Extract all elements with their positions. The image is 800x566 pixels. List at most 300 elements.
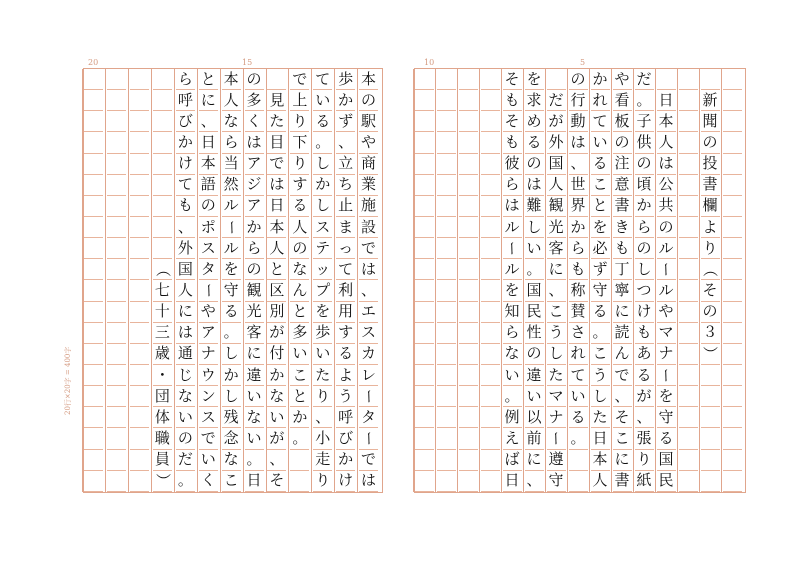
manuscript-cell — [723, 217, 742, 238]
manuscript-cell: 。 — [503, 386, 522, 407]
manuscript-cell: 十 — [153, 302, 172, 323]
manuscript-cell: 人 — [547, 175, 566, 196]
manuscript-cell: （ — [701, 259, 720, 280]
manuscript-cell: 商 — [359, 154, 378, 175]
manuscript-cell: の — [569, 69, 588, 90]
manuscript-cell — [723, 69, 742, 90]
manuscript-cell: ３ — [701, 323, 720, 344]
manuscript-cell — [153, 196, 172, 217]
manuscript-cell — [459, 323, 478, 344]
manuscript-cell: の — [290, 238, 309, 259]
manuscript-cell: 守 — [657, 407, 676, 428]
manuscript-cell: 。 — [591, 323, 610, 344]
manuscript-cell: に — [199, 90, 218, 111]
manuscript-cell — [723, 196, 742, 217]
column-divider — [655, 69, 656, 492]
column-divider — [633, 69, 634, 492]
manuscript-cell: か — [313, 175, 332, 196]
manuscript-cell: も — [503, 90, 522, 111]
manuscript-cell: 守 — [222, 280, 241, 301]
manuscript-cell: 日 — [503, 471, 522, 492]
manuscript-cell: た — [547, 365, 566, 386]
manuscript-cell: だ — [635, 69, 654, 90]
column-divider — [288, 69, 289, 492]
manuscript-cell — [415, 407, 434, 428]
manuscript-cell: 、 — [313, 407, 332, 428]
manuscript-cell — [107, 471, 126, 492]
manuscript-cell: ウ — [199, 365, 218, 386]
manuscript-cell — [130, 280, 149, 301]
manuscript-cell — [481, 407, 500, 428]
manuscript-cell — [481, 259, 500, 280]
manuscript-cell: ん — [613, 344, 632, 365]
manuscript-cell — [415, 365, 434, 386]
manuscript-cell — [84, 217, 103, 238]
manuscript-cell: は — [245, 132, 264, 153]
manuscript-column — [479, 69, 501, 492]
manuscript-cell — [723, 280, 742, 301]
manuscript-cell: は — [657, 154, 676, 175]
manuscript-cell — [723, 365, 742, 386]
manuscript-cell: か — [635, 196, 654, 217]
manuscript-cell: つ — [635, 280, 654, 301]
manuscript-cell — [415, 154, 434, 175]
manuscript-cell: 日 — [245, 471, 264, 492]
manuscript-cell — [130, 69, 149, 90]
manuscript-cell: 寧 — [613, 280, 632, 301]
manuscript-cell: 止 — [336, 196, 355, 217]
manuscript-cell: か — [245, 217, 264, 238]
manuscript-cell — [679, 407, 698, 428]
column-divider — [413, 69, 414, 492]
manuscript-cell: る — [591, 302, 610, 323]
manuscript-cell — [153, 217, 172, 238]
manuscript-cell — [153, 69, 172, 90]
manuscript-cell: そ — [613, 407, 632, 428]
manuscript-cell: ・ — [153, 365, 172, 386]
manuscript-cell: き — [613, 217, 632, 238]
manuscript-cell — [679, 386, 698, 407]
manuscript-cell: る — [591, 154, 610, 175]
manuscript-cell: 下 — [290, 132, 309, 153]
manuscript-cell: い — [591, 132, 610, 153]
manuscript-cell: の — [657, 217, 676, 238]
column-number-15: 15 — [242, 58, 253, 67]
manuscript-cell: り — [313, 471, 332, 492]
manuscript-cell: も — [569, 259, 588, 280]
column-divider — [567, 69, 568, 492]
manuscript-cell: タ — [199, 259, 218, 280]
manuscript-cell: し — [313, 196, 332, 217]
manuscript-cell: い — [313, 344, 332, 365]
manuscript-cell — [679, 111, 698, 132]
manuscript-cell — [437, 217, 456, 238]
manuscript-cell: 以 — [525, 407, 544, 428]
manuscript-cell — [679, 365, 698, 386]
manuscript-cell — [153, 154, 172, 175]
manuscript-cell: ン — [199, 386, 218, 407]
manuscript-cell: け — [635, 302, 654, 323]
manuscript-cell — [679, 302, 698, 323]
manuscript-column — [457, 69, 479, 492]
manuscript-cell: 員 — [153, 450, 172, 471]
manuscript-cell: 人 — [267, 238, 286, 259]
manuscript-cell: や — [199, 302, 218, 323]
manuscript-cell — [107, 323, 126, 344]
manuscript-cell: 観 — [547, 196, 566, 217]
manuscript-cell: 公 — [657, 175, 676, 196]
manuscript-cell: 区 — [267, 280, 286, 301]
manuscript-cell: ル — [503, 259, 522, 280]
manuscript-cell: 行 — [569, 90, 588, 111]
manuscript-cell: 設 — [359, 217, 378, 238]
manuscript-cell: 供 — [635, 132, 654, 153]
manuscript-cell — [84, 428, 103, 449]
manuscript-cell: ず — [591, 259, 610, 280]
manuscript-cell — [84, 450, 103, 471]
manuscript-cell: り — [290, 154, 309, 175]
manuscript-cell: し — [313, 154, 332, 175]
manuscript-cell: ら — [503, 175, 522, 196]
manuscript-cell: 張 — [635, 428, 654, 449]
manuscript-cell: 新 — [701, 90, 720, 111]
manuscript-cell — [723, 175, 742, 196]
manuscript-cell: な — [176, 386, 195, 407]
manuscript-cell — [679, 154, 698, 175]
manuscript-cell — [437, 471, 456, 492]
manuscript-cell — [481, 111, 500, 132]
manuscript-cell — [415, 428, 434, 449]
manuscript-cell — [459, 111, 478, 132]
manuscript-column — [633, 69, 655, 492]
manuscript-cell: て — [336, 259, 355, 280]
manuscript-cell: そ — [267, 471, 286, 492]
manuscript-cell — [701, 386, 720, 407]
manuscript-cell — [84, 69, 103, 90]
manuscript-cell: に — [613, 450, 632, 471]
manuscript-cell — [130, 302, 149, 323]
column-divider — [220, 69, 221, 492]
manuscript-cell — [84, 238, 103, 259]
manuscript-cell — [84, 302, 103, 323]
manuscript-cell — [679, 259, 698, 280]
manuscript-cell: 民 — [657, 471, 676, 492]
manuscript-cell — [437, 450, 456, 471]
manuscript-cell — [415, 111, 434, 132]
manuscript-cell — [459, 386, 478, 407]
manuscript-cell — [723, 132, 742, 153]
manuscript-cell: ア — [199, 323, 218, 344]
manuscript-cell: く — [245, 111, 264, 132]
manuscript-cell: け — [176, 154, 195, 175]
manuscript-cell: 人 — [657, 132, 676, 153]
manuscript-cell: 本 — [591, 450, 610, 471]
manuscript-cell — [437, 280, 456, 301]
manuscript-cell: 違 — [525, 365, 544, 386]
manuscript-cell — [481, 175, 500, 196]
manuscript-cell: た — [313, 365, 332, 386]
manuscript-cell — [481, 386, 500, 407]
manuscript-cell: そ — [701, 280, 720, 301]
manuscript-cell: す — [290, 175, 309, 196]
manuscript-cell: 、 — [267, 450, 286, 471]
manuscript-column — [357, 69, 380, 492]
manuscript-cell: 残 — [222, 407, 241, 428]
manuscript-cell: く — [199, 471, 218, 492]
manuscript-cell: 人 — [222, 90, 241, 111]
manuscript-cell: に — [176, 302, 195, 323]
manuscript-cell: な — [245, 407, 264, 428]
manuscript-cell: ー — [657, 259, 676, 280]
manuscript-cell: の — [635, 154, 654, 175]
manuscript-cell: 呼 — [176, 90, 195, 111]
manuscript-cell: 人 — [290, 217, 309, 238]
manuscript-cell: う — [591, 365, 610, 386]
manuscript-cell: ル — [222, 238, 241, 259]
manuscript-cell — [679, 450, 698, 471]
column-divider — [151, 69, 152, 492]
column-divider — [501, 69, 502, 492]
manuscript-cell — [130, 323, 149, 344]
manuscript-column — [311, 69, 334, 492]
manuscript-cell: を — [313, 302, 332, 323]
manuscript-cell: （ — [153, 259, 172, 280]
manuscript-cell: こ — [547, 302, 566, 323]
manuscript-cell — [107, 386, 126, 407]
manuscript-cell — [437, 365, 456, 386]
manuscript-column — [523, 69, 545, 492]
manuscript-cell: そ — [503, 111, 522, 132]
manuscript-cell: 。 — [313, 132, 332, 153]
manuscript-cell: る — [525, 132, 544, 153]
manuscript-cell: ら — [569, 238, 588, 259]
manuscript-cell: 、 — [336, 132, 355, 153]
manuscript-cell: 丁 — [613, 259, 632, 280]
manuscript-cell: は — [359, 471, 378, 492]
manuscript-cell — [130, 132, 149, 153]
manuscript-cell — [723, 154, 742, 175]
manuscript-cell: ス — [313, 217, 332, 238]
manuscript-cell: た — [591, 407, 610, 428]
manuscript-cell — [679, 471, 698, 492]
manuscript-cell: を — [657, 386, 676, 407]
manuscript-cell: か — [290, 407, 309, 428]
column-divider — [243, 69, 244, 492]
manuscript-cell — [679, 217, 698, 238]
manuscript-cell: の — [199, 196, 218, 217]
manuscript-cell: テ — [313, 238, 332, 259]
manuscript-cell: 。 — [569, 428, 588, 449]
manuscript-cell: 多 — [290, 323, 309, 344]
manuscript-cell: を — [591, 217, 610, 238]
manuscript-cell: 、 — [525, 471, 544, 492]
manuscript-cell — [84, 154, 103, 175]
manuscript-cell: あ — [635, 344, 654, 365]
manuscript-cell — [481, 428, 500, 449]
manuscript-cell — [107, 111, 126, 132]
manuscript-cell: の — [176, 428, 195, 449]
manuscript-cell — [437, 196, 456, 217]
manuscript-cell: マ — [547, 386, 566, 407]
manuscript-cell: れ — [591, 90, 610, 111]
manuscript-cell: 、 — [613, 386, 632, 407]
manuscript-cell: 書 — [613, 471, 632, 492]
manuscript-cell — [481, 132, 500, 153]
manuscript-cell: と — [290, 302, 309, 323]
left-manuscript-page — [83, 68, 383, 493]
manuscript-cell — [107, 259, 126, 280]
manuscript-cell — [107, 196, 126, 217]
manuscript-cell — [130, 386, 149, 407]
manuscript-cell — [481, 450, 500, 471]
manuscript-cell — [679, 323, 698, 344]
manuscript-cell — [107, 407, 126, 428]
manuscript-cell: で — [267, 154, 286, 175]
manuscript-cell — [153, 238, 172, 259]
manuscript-cell: は — [525, 175, 544, 196]
manuscript-cell: 例 — [503, 407, 522, 428]
manuscript-cell — [84, 196, 103, 217]
manuscript-cell: ら — [176, 69, 195, 90]
manuscript-cell — [723, 450, 742, 471]
manuscript-cell — [437, 90, 456, 111]
manuscript-cell: 七 — [153, 280, 172, 301]
manuscript-cell — [107, 90, 126, 111]
manuscript-cell: い — [525, 238, 544, 259]
manuscript-cell: 求 — [525, 90, 544, 111]
manuscript-cell: を — [222, 259, 241, 280]
manuscript-cell — [437, 407, 456, 428]
manuscript-cell — [130, 450, 149, 471]
manuscript-cell: さ — [569, 323, 588, 344]
manuscript-cell — [723, 386, 742, 407]
manuscript-cell: 多 — [245, 90, 264, 111]
paper-spec-label: 20行×20字 = 400字 — [64, 346, 72, 415]
manuscript-cell — [84, 407, 103, 428]
manuscript-cell: で — [613, 365, 632, 386]
manuscript-cell — [153, 90, 172, 111]
manuscript-cell: タ — [359, 407, 378, 428]
manuscript-cell — [481, 471, 500, 492]
manuscript-cell — [437, 386, 456, 407]
manuscript-cell: い — [176, 407, 195, 428]
manuscript-cell — [84, 386, 103, 407]
manuscript-cell: 注 — [613, 154, 632, 175]
column-divider — [334, 69, 335, 492]
manuscript-cell: ア — [245, 196, 264, 217]
manuscript-cell — [107, 132, 126, 153]
manuscript-cell — [679, 69, 698, 90]
manuscript-cell — [107, 238, 126, 259]
manuscript-column — [699, 69, 721, 492]
manuscript-cell: す — [336, 323, 355, 344]
manuscript-cell: は — [503, 196, 522, 217]
manuscript-cell: 難 — [525, 196, 544, 217]
manuscript-cell — [679, 132, 698, 153]
manuscript-cell — [415, 450, 434, 471]
manuscript-cell: か — [176, 132, 195, 153]
manuscript-column — [655, 69, 677, 492]
manuscript-cell: 、 — [569, 154, 588, 175]
manuscript-cell: い — [569, 386, 588, 407]
column-divider — [105, 69, 106, 492]
manuscript-cell: ー — [503, 238, 522, 259]
manuscript-cell: ル — [657, 280, 676, 301]
manuscript-cell: い — [290, 344, 309, 365]
manuscript-cell: 日 — [657, 90, 676, 111]
manuscript-cell — [459, 407, 478, 428]
column-divider — [457, 69, 458, 492]
manuscript-cell — [84, 90, 103, 111]
manuscript-cell: が — [635, 386, 654, 407]
right-grid — [414, 68, 746, 493]
manuscript-cell — [679, 238, 698, 259]
manuscript-cell: は — [359, 259, 378, 280]
manuscript-cell: る — [290, 196, 309, 217]
manuscript-cell — [415, 132, 434, 153]
manuscript-cell — [415, 471, 434, 492]
manuscript-cell — [130, 259, 149, 280]
manuscript-cell: 団 — [153, 386, 172, 407]
manuscript-cell: 動 — [569, 111, 588, 132]
manuscript-cell: 走 — [313, 450, 332, 471]
column-divider — [677, 69, 678, 492]
manuscript-cell — [459, 217, 478, 238]
manuscript-cell: な — [222, 111, 241, 132]
manuscript-cell — [723, 323, 742, 344]
column-divider — [174, 69, 175, 492]
manuscript-cell: ら — [503, 323, 522, 344]
manuscript-cell: る — [336, 344, 355, 365]
manuscript-cell: ま — [336, 217, 355, 238]
manuscript-cell — [415, 238, 434, 259]
manuscript-cell: 、 — [547, 280, 566, 301]
manuscript-cell: だ — [547, 90, 566, 111]
manuscript-cell — [723, 111, 742, 132]
manuscript-cell: レ — [359, 365, 378, 386]
manuscript-cell — [130, 471, 149, 492]
manuscript-cell: 外 — [547, 132, 566, 153]
manuscript-cell: 。 — [176, 471, 195, 492]
manuscript-cell: だ — [176, 450, 195, 471]
manuscript-cell: 通 — [176, 344, 195, 365]
manuscript-cell: を — [525, 69, 544, 90]
manuscript-column — [174, 69, 197, 492]
manuscript-column — [288, 69, 311, 492]
manuscript-cell: の — [245, 259, 264, 280]
manuscript-cell — [84, 259, 103, 280]
manuscript-cell — [437, 132, 456, 153]
manuscript-cell: 国 — [176, 259, 195, 280]
manuscript-cell: い — [199, 450, 218, 471]
manuscript-cell — [107, 69, 126, 90]
manuscript-cell: こ — [591, 175, 610, 196]
manuscript-cell — [130, 175, 149, 196]
manuscript-cell — [153, 175, 172, 196]
manuscript-cell: に — [547, 259, 566, 280]
manuscript-cell — [415, 175, 434, 196]
manuscript-cell: プ — [313, 280, 332, 301]
manuscript-cell: 守 — [547, 471, 566, 492]
manuscript-cell: 意 — [613, 175, 632, 196]
manuscript-cell — [84, 132, 103, 153]
manuscript-cell: 人 — [591, 471, 610, 492]
right-manuscript-page — [414, 68, 746, 493]
manuscript-cell — [84, 365, 103, 386]
manuscript-cell — [679, 90, 698, 111]
manuscript-column — [128, 69, 151, 492]
manuscript-cell: こ — [290, 365, 309, 386]
